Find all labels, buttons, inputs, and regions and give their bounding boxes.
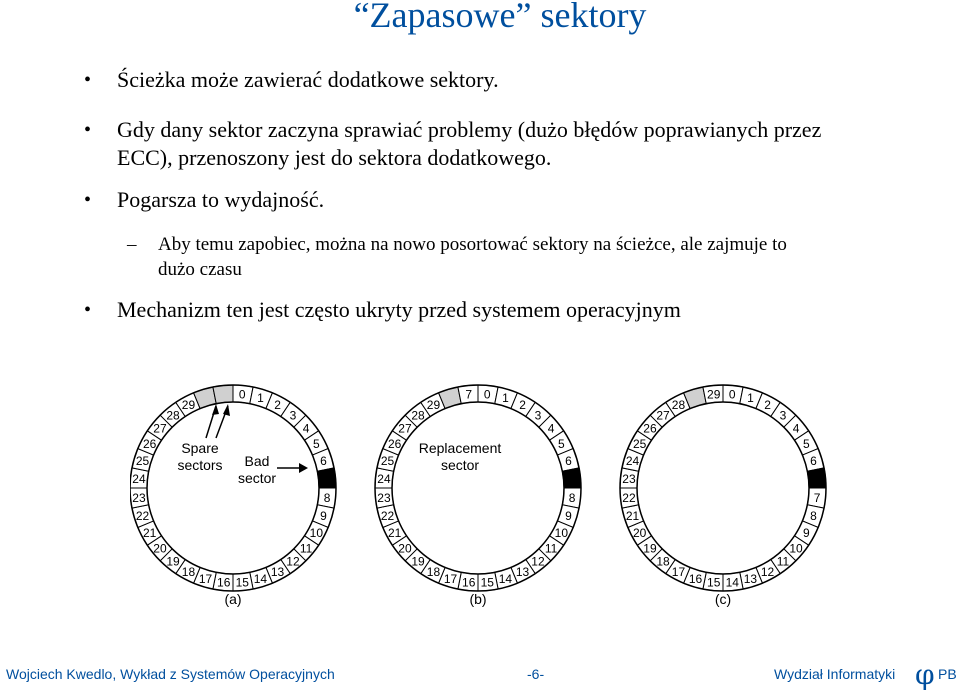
- spare-sector: [213, 385, 233, 404]
- sector-label: 25: [135, 454, 150, 469]
- sector-label: 16: [688, 571, 703, 586]
- sector-label: 6: [565, 454, 572, 469]
- bullet-text: Pogarsza to wydajność.: [117, 187, 325, 212]
- sector-label: 2: [764, 398, 771, 413]
- sector-label: 19: [166, 554, 180, 569]
- sector-label: 28: [166, 408, 180, 423]
- sub-bullet-text: [158, 232, 928, 282]
- sector-label: 6: [320, 454, 327, 469]
- bullet-dot-icon: •: [84, 69, 92, 91]
- sector-label: 22: [380, 508, 395, 523]
- sector-label: 27: [656, 408, 670, 423]
- sector-label: 22: [135, 508, 150, 523]
- disk-a: [130, 385, 336, 591]
- sub-bullet-text-line: dużo czasu: [158, 259, 242, 280]
- sector-label: 28: [411, 408, 425, 423]
- sector-label: 27: [398, 421, 412, 436]
- sector-label: 4: [792, 421, 800, 436]
- sector-label: 6: [810, 454, 817, 469]
- bad-label-line1: Bad: [244, 453, 270, 469]
- sub-bullet-text-line: Aby temu zapobiec, można na nowo posortować sektory na ścieżce, ale zajmuje to: [158, 234, 787, 255]
- sector-label: 0: [238, 387, 246, 402]
- sector-label: 9: [802, 526, 810, 541]
- bullet-dot-icon: •: [84, 119, 92, 141]
- track-ring: [637, 402, 809, 574]
- sector-label: 1: [257, 391, 264, 406]
- spare-arrow-1-head-icon: [212, 404, 219, 415]
- sector-label: 12: [286, 554, 300, 569]
- sector-label: 21: [142, 526, 157, 541]
- sector-label: 1: [747, 391, 754, 406]
- sector-label: 2: [274, 398, 281, 413]
- sector-label: 26: [142, 436, 157, 451]
- sector-label: 0: [483, 387, 491, 402]
- sector-label: 17: [443, 571, 458, 586]
- sector-label: 23: [377, 490, 391, 505]
- sector-label: 18: [426, 564, 441, 579]
- sector-label: 19: [411, 554, 425, 569]
- sector-label: 15: [480, 575, 494, 590]
- sector-label: 24: [625, 454, 640, 469]
- sector-label: 11: [299, 541, 313, 556]
- sector-label: 3: [779, 408, 787, 423]
- footer-page-number: -6-: [527, 666, 545, 682]
- disk-b: [375, 385, 581, 591]
- sector-label: 13: [270, 564, 285, 579]
- sector-label: 0: [728, 387, 736, 402]
- sector-label: 13: [515, 564, 530, 579]
- sector-label: 9: [320, 508, 327, 523]
- sector-label: 5: [802, 436, 810, 451]
- sector-label: 21: [625, 508, 640, 523]
- sector-label: 23: [622, 472, 636, 487]
- sector-label: 25: [632, 436, 647, 451]
- sector-label: 21: [387, 526, 402, 541]
- sector-label: 28: [671, 398, 686, 413]
- sector-label: 14: [725, 575, 739, 590]
- sector-label: 24: [132, 472, 146, 487]
- replacement-label-line1: Replacement: [418, 440, 502, 456]
- disk-b-caption: (b): [469, 591, 487, 607]
- sector-label: 18: [656, 554, 670, 569]
- bullet-text-line: Gdy dany sektor zaczyna sprawiać problemy (dużo błędów poprawianych przez: [117, 117, 822, 142]
- sector-label: 29: [426, 398, 441, 413]
- sector-label: 10: [309, 526, 324, 541]
- sector-label: 9: [565, 508, 572, 523]
- bullet-dot-icon: •: [84, 189, 92, 211]
- bullet-dot-icon: •: [84, 299, 92, 321]
- sector-label: 16: [217, 575, 231, 590]
- sector-label: 14: [498, 571, 513, 586]
- sector-label: 15: [707, 575, 721, 590]
- sector-label: 20: [153, 541, 167, 556]
- footer-author: Wojciech Kwedlo, Wykład z Systemów Operacyjnych: [6, 666, 335, 682]
- sector-label: 24: [377, 472, 391, 487]
- sector-label: 5: [557, 436, 565, 451]
- sector-label: 10: [554, 526, 569, 541]
- bad-sector: [317, 468, 336, 488]
- sector-label: 2: [519, 398, 526, 413]
- sector-label: 10: [789, 541, 803, 556]
- sector-label: 4: [547, 421, 555, 436]
- sector-label: 15: [235, 575, 249, 590]
- bad-sector-arrow-head-icon: [299, 463, 308, 473]
- sector-label: 14: [253, 571, 268, 586]
- sector-label: 3: [534, 408, 542, 423]
- footer-faculty: Wydział Informatyki: [774, 666, 896, 682]
- sector-label: 7: [465, 387, 473, 402]
- sector-label: 25: [380, 454, 395, 469]
- sector-label: 20: [632, 526, 647, 541]
- sector-label: 11: [776, 554, 790, 569]
- page-title: “Zapasowe” sektory: [353, 0, 647, 35]
- sector-label: 27: [153, 421, 167, 436]
- dash-icon: –: [127, 234, 137, 255]
- sector-label: 23: [132, 490, 146, 505]
- bad-label-line2: sector: [237, 470, 277, 486]
- sector-label: 13: [743, 571, 758, 586]
- sector-label: 17: [198, 571, 213, 586]
- spare-arrow-2-head-icon: [223, 404, 230, 416]
- sector-label: 3: [289, 408, 297, 423]
- spare-label-line2: sectors: [177, 457, 223, 473]
- sector-label: 5: [312, 436, 320, 451]
- disk-c: [620, 385, 826, 591]
- sector-label: 8: [568, 490, 576, 505]
- sector-label: 26: [387, 436, 402, 451]
- sector-label: 4: [302, 421, 310, 436]
- bad-sector: [562, 468, 581, 488]
- footer-abbr: PB: [938, 666, 957, 682]
- bullet-text: Mechanizm ten jest często ukryty przed systemem operacyjnym: [117, 297, 681, 322]
- sector-label: 12: [760, 564, 775, 579]
- spare-label-line1: Spare: [181, 440, 219, 456]
- sector-label: 1: [502, 391, 509, 406]
- disk-sectors-figure: [130, 380, 850, 620]
- sector-label: 20: [398, 541, 412, 556]
- sector-label: 8: [323, 490, 331, 505]
- bullet-text: Ścieżka może zawierać dodatkowe sektory.: [117, 67, 499, 92]
- sector-label: 18: [181, 564, 196, 579]
- sector-label: 7: [813, 490, 821, 505]
- faculty-logo-icon: φ: [915, 658, 935, 691]
- sector-label: 8: [810, 508, 817, 523]
- sector-label: 29: [181, 398, 196, 413]
- bad-sector: [807, 468, 826, 488]
- disk-a-caption: (a): [224, 591, 242, 607]
- track-ring: [147, 402, 319, 574]
- sector-label: 12: [531, 554, 545, 569]
- bullet-text-line: ECC), przenoszony jest do sektora dodatkowego.: [117, 145, 552, 170]
- sector-label: 26: [643, 421, 657, 436]
- sector-label: 29: [707, 387, 721, 402]
- sector-label: 16: [462, 575, 476, 590]
- track-ring: [392, 402, 564, 574]
- sector-label: 17: [671, 564, 686, 579]
- sector-label: 22: [622, 490, 636, 505]
- sector-label: 11: [544, 541, 558, 556]
- sector-label: 19: [643, 541, 657, 556]
- replacement-label-line2: sector: [440, 457, 480, 473]
- bullet-text: [117, 116, 917, 172]
- disk-c-caption: (c): [714, 591, 732, 607]
